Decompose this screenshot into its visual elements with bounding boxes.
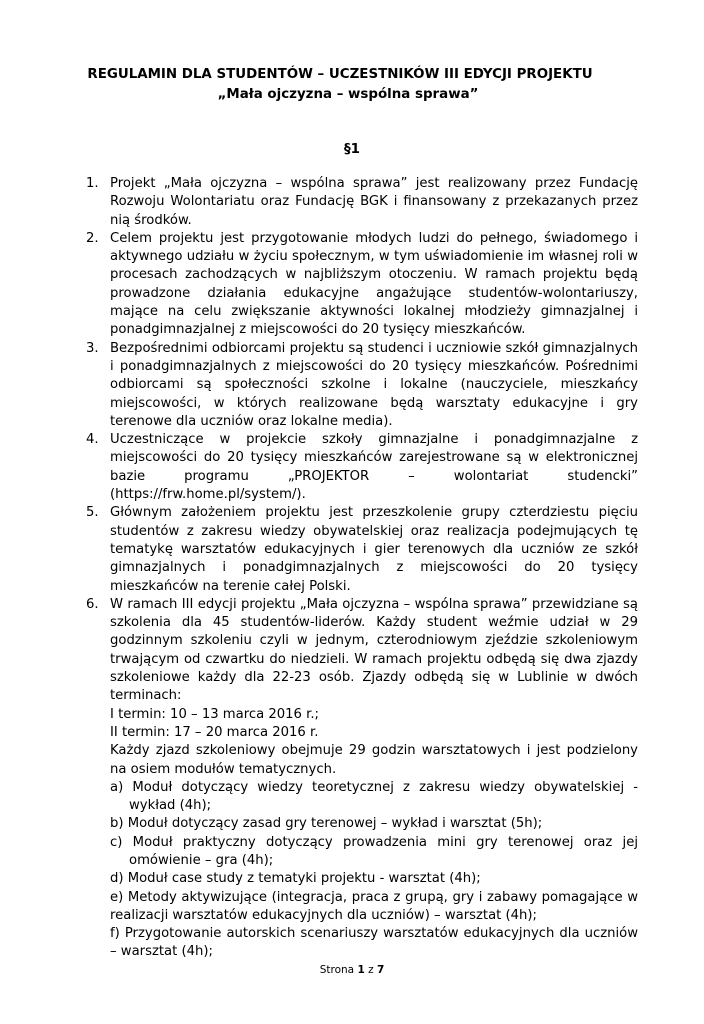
module-item: a) Moduł dotyczący wiedzy teoretycznej z zakresu wiedzy obywatelskiej - wykład (4h); (110, 779, 638, 814)
item-text: Uczestniczące w projekcie szkoły gimnazjalne i ponadgimnazjalne z miejscowości do 20 tysięcy mieszkańców zarejestrowane są w elektronicznej bazie programu „PROJEKTOR – wolontariat studencki” (https://frw.home.pl/system/). (110, 432, 638, 503)
module-item: f) Przygotowanie autorskich scenariuszy warsztatów edukacyjnych dla uczniów – warsztat (4h); (110, 926, 638, 960)
term-2: II termin: 17 – 20 marca 2016 r. (110, 724, 319, 740)
section-heading: §1 (343, 142, 360, 157)
term-1: I termin: 10 – 13 marca 2016 r.; (110, 706, 319, 722)
document-subtitle: „Mała ojczyzna – wspólna sprawa” (217, 87, 479, 102)
item-number: 3. (86, 340, 99, 356)
module-item: c) Moduł praktyczny dotyczący prowadzenia mini gry terenowej oraz jej omówienie – gra (4h); (110, 834, 638, 868)
module-item: b) Moduł dotyczący zasad gry terenowej – wykład i warsztat (5h); (110, 816, 543, 832)
modules-list (110, 779, 638, 962)
module-item: d) Moduł case study z tematyki projektu - warsztat (4h); (110, 871, 481, 887)
modules-intro: Każdy zjazd szkoleniowy obejmuje 29 godzin warsztatowych i jest podzielony na osiem modułów tematycznych. (110, 743, 638, 777)
list-item (86, 431, 638, 504)
item-number: 6. (86, 596, 99, 612)
item-text: Projekt „Mała ojczyzna – wspólna sprawa” jest realizowany przez Fundację Rozwoju Wolontariatu oraz Fundację BGK i finansowany z przekazanych przez nią środków. (110, 176, 638, 228)
footer-label: Strona (319, 964, 355, 976)
numbered-list (86, 175, 638, 962)
footer-separator: z (368, 964, 374, 976)
footer-total-pages: 7 (376, 964, 385, 976)
item-number: 2. (86, 230, 99, 246)
list-item (86, 175, 638, 230)
list-item (86, 504, 638, 595)
item-text: Bezpośrednimi odbiorcami projektu są studenci i uczniowie szkół gimnazjalnych i ponadgimnazjalnych z miejscowości do 20 tysięcy mieszkańców. Pośrednimi odbiorcami są społeczności szkolne i lokalne (nauczyciele, mieszkańcy miejscowości, w których realizowane będą warsztaty edukacyjne i gry terenowe dla uczniów oraz lokalne media). (110, 340, 638, 429)
item-text: Celem projektu jest przygotowanie młodych ludzi do pełnego, świadomego i aktywnego udziału w życiu społecznym, w tym uświadomienie im własnej roli w procesach zachodzących w najbliższym otoczeniu. W ramach projektu będą prowadzone działania edukacyjne angażujące studentów-wolontariuszy, mające na celu zwiększanie aktywności lokalnej młodzieży gimnazjalnej i ponadgimnazjalnej z miejscowości do 20 tysięcy mieszkańców. (110, 230, 638, 338)
list-item (86, 340, 638, 431)
item-number: 5. (86, 505, 99, 521)
page-footer (0, 964, 704, 976)
item-number: 4. (86, 432, 99, 448)
document-title: REGULAMIN DLA STUDENTÓW – UCZESTNIKÓW III EDYCJI PROJEKTU (87, 67, 593, 82)
item-text: W ramach III edycji projektu „Mała ojczyzna – wspólna sprawa” przewidziane są szkolenia dla 45 studentów-liderów. Każdy student weźmie udział w 29 godzinnym szkoleniu czyli w jednym, czterodniowym zjeździe szkoleniowym trwającym od czwartku do niedzieli. W ramach projektu odbędą się dwa zjazdy szkoleniowe każdy dla 22-23 osób. Zjazdy odbędą się w Lublinie w dwóch terminach: (110, 596, 638, 704)
list-item (86, 230, 638, 340)
item-text: Głównym założeniem projektu jest przeszkolenie grupy czterdziestu pięciu studentów z zakresu wiedzy obywatelskiej oraz realizacja podejmujących tę tematykę warsztatów edukacyjnych i gier terenowych dla uczniów ze szkół gimnazjalnych i ponadgimnazjalnych z miejscowości do 20 tysięcy mieszkańców na terenie całej Polski. (110, 505, 638, 594)
item-number: 1. (86, 176, 99, 191)
module-item: e) Metody aktywizujące (integracja, praca z grupą, gry i zabawy pomagające w realizacji warsztatów edukacyjnych dla uczniów) – warsztat (4h); (110, 889, 638, 923)
footer-page-number: 1 (357, 964, 365, 976)
list-item (86, 596, 638, 962)
